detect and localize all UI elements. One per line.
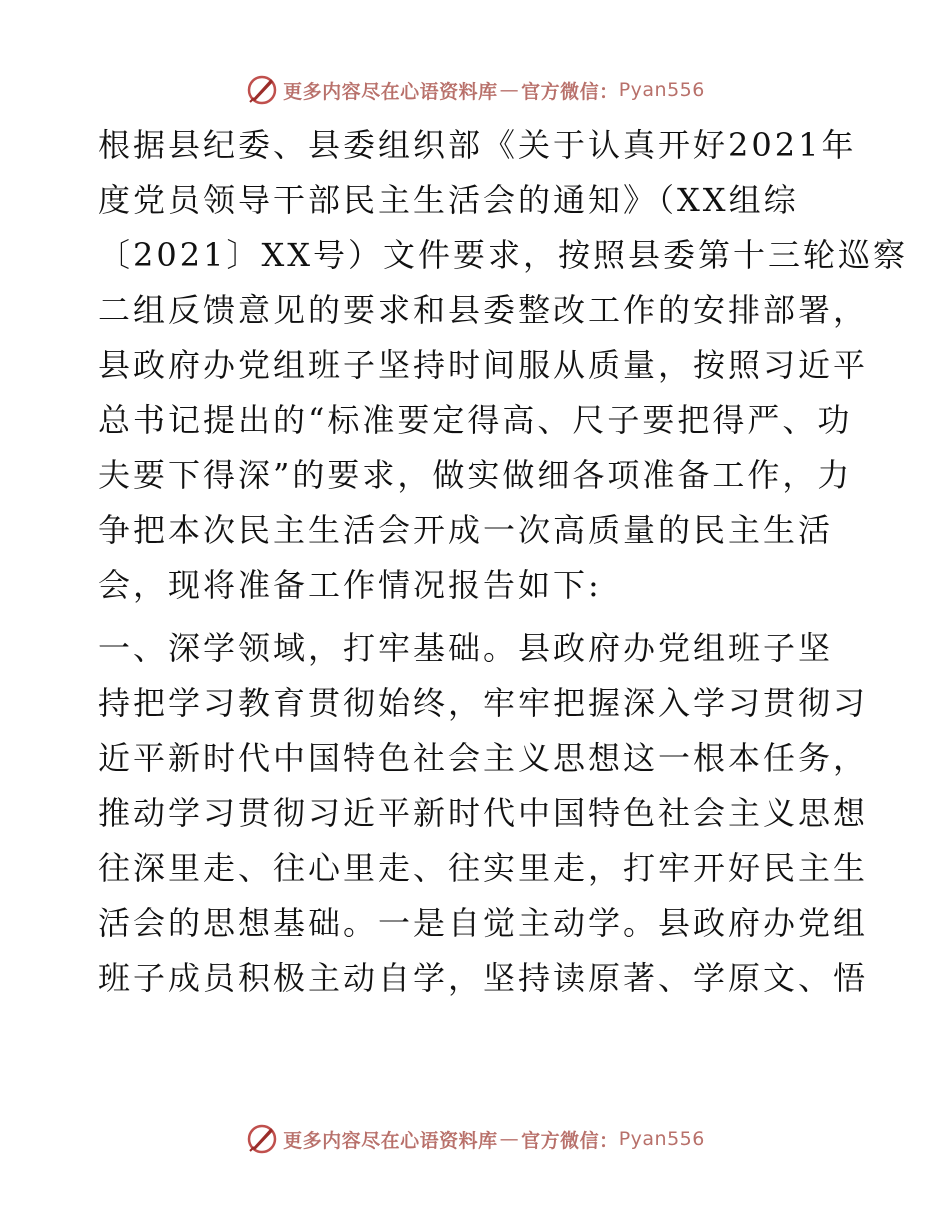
text-line: 会，现将准备工作情况报告如下: bbox=[98, 566, 602, 604]
paragraph-section-one bbox=[98, 621, 869, 1006]
watermark-text: 更多内容尽在心语资料库 bbox=[283, 1129, 498, 1152]
watermark-text: 更多内容尽在心语资料库 bbox=[283, 80, 498, 103]
quill-pen-logo-icon bbox=[245, 1122, 279, 1156]
watermark-separator: — bbox=[499, 79, 520, 101]
text-line: 夫要下得深”的要求，做实做细各项准备工作，力 bbox=[98, 456, 853, 494]
text-line: 一、深学领域，打牢基础。县政府办党组班子坚 bbox=[98, 629, 834, 667]
text-line: 根据县纪委、县委组织部《关于认真开好2021年 bbox=[98, 126, 857, 164]
quill-pen-logo-icon bbox=[245, 73, 279, 107]
header-watermark bbox=[0, 70, 950, 110]
text-line: 班子成员积极主动自学，坚持读原著、学原文、悟 bbox=[98, 959, 869, 997]
text-line: 度党员领导干部民主生活会的通知》（XX组综 bbox=[98, 181, 799, 219]
watermark-account: Pyan556 bbox=[618, 1128, 705, 1150]
text-line: 往深里走、往心里走、往实里走，打牢开好民主生 bbox=[98, 849, 869, 887]
text-line: 推动学习贯彻习近平新时代中国特色社会主义思想 bbox=[98, 794, 869, 832]
text-line: 持把学习教育贯彻始终，牢牢把握深入学习贯彻习 bbox=[98, 684, 869, 722]
text-line: 总书记提出的“标准要定得高、尺子要把得严、功 bbox=[98, 401, 853, 439]
paragraph-intro bbox=[98, 118, 909, 613]
watermark-account-label: 官方微信： bbox=[521, 80, 619, 103]
document-body bbox=[98, 118, 909, 1006]
text-line: 近平新时代中国特色社会主义思想这一根本任务， bbox=[98, 739, 869, 777]
text-line: 争把本次民主生活会开成一次高质量的民主生活 bbox=[98, 511, 834, 549]
watermark-account-label: 官方微信： bbox=[521, 1129, 619, 1152]
text-line: 活会的思想基础。一是自觉主动学。县政府办党组 bbox=[98, 904, 869, 942]
text-line: 县政府办党组班子坚持时间服从质量，按照习近平 bbox=[98, 346, 869, 384]
text-line: 二组反馈意见的要求和县委整改工作的安排部署， bbox=[98, 291, 869, 329]
watermark-account: Pyan556 bbox=[618, 79, 705, 101]
footer-watermark bbox=[0, 1119, 950, 1159]
watermark-separator: — bbox=[499, 1128, 520, 1150]
text-line: 〔2021〕XX号）文件要求，按照县委第十三轮巡察 bbox=[98, 236, 909, 274]
